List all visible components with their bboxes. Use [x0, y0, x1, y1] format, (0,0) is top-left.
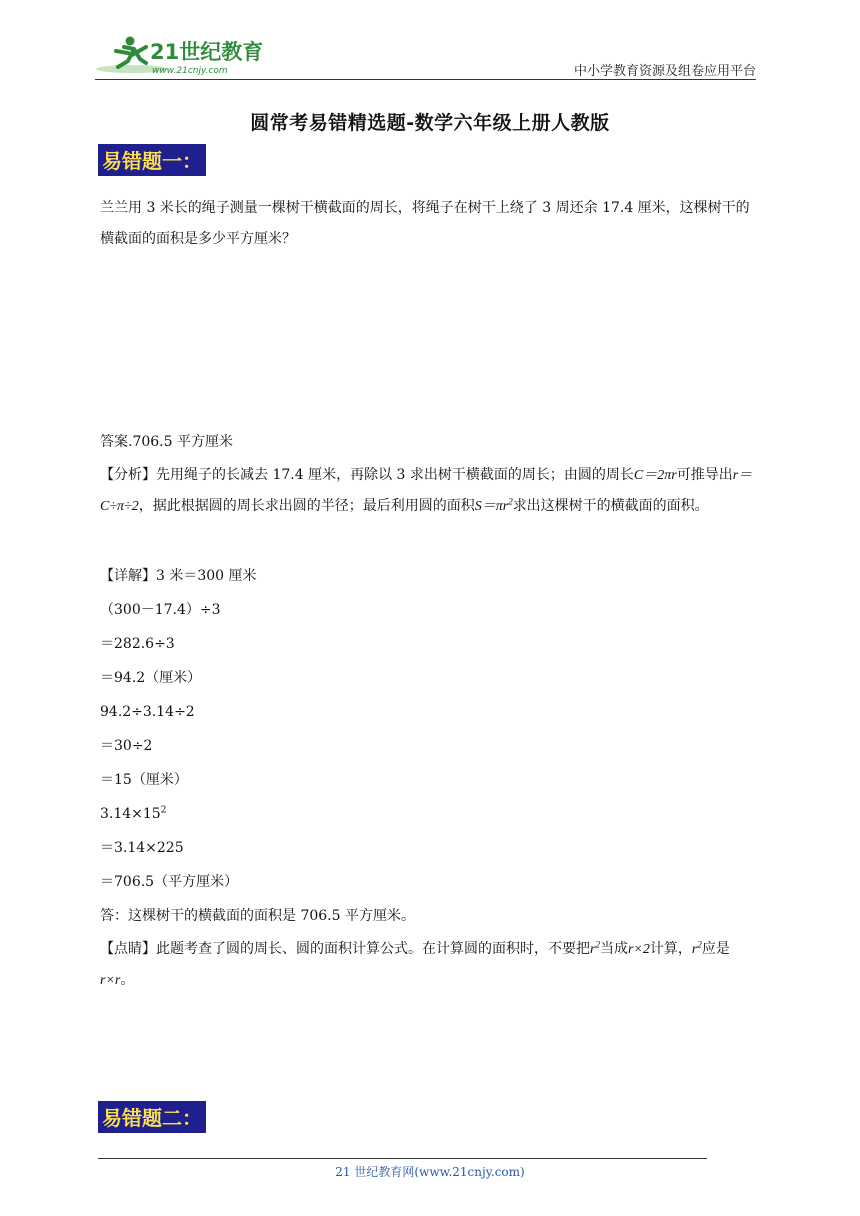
document-title: 圆常考易错精选题-数学六年级上册人教版: [250, 112, 610, 134]
formula-area: $S=\pi r^2$: [474, 496, 513, 514]
question-2-heading: 易错题二：: [98, 1101, 206, 1133]
svg-text:www.21cnjy.com: www.21cnjy.com: [152, 66, 228, 76]
footer-divider: [98, 1158, 707, 1159]
analysis-tag: 【分析】: [100, 467, 156, 483]
comment-tag: 【点睛】: [100, 941, 156, 957]
step-line: 94.2÷3.14÷2: [100, 704, 195, 720]
step-line: ＝94.2（厘米）: [100, 670, 202, 686]
detail-first-line: 【详解】3 米＝300 厘米: [100, 568, 257, 584]
step-line: ＝15（厘米）: [100, 772, 188, 788]
step-line: ＝30÷2: [100, 738, 153, 754]
question-1-heading: 易错题一：: [98, 144, 206, 176]
answer-line: 答案.706.5 平方厘米: [100, 434, 233, 450]
step-line: ＝3.14×225: [100, 840, 184, 856]
step-line: ＝706.5（平方厘米）: [100, 874, 239, 890]
site-logo: [94, 33, 264, 77]
detail-tag: 【详解】: [100, 568, 156, 584]
header-divider: [95, 79, 756, 80]
question-1-text: 兰兰用 3 米长的绳子测量一棵树干横截面的周长，将绳子在树干上绕了 3 周还余 17.4 厘米，这棵树干的横截面的面积是多少平方厘米？: [100, 200, 750, 247]
header-platform-text: 中小学教育资源及组卷应用平台: [573, 64, 756, 79]
final-answer-line: 答：这棵树干的横截面的面积是 706.5 平方厘米。: [100, 908, 415, 924]
formula-circumference: C＝2πr: [633, 468, 677, 483]
step-line: （300－17.4）÷3: [100, 602, 221, 618]
analysis-paragraph: 【分析】先用绳子的长减去 17.4 厘米，再除以 3 求出树干横截面的周长；由圆的周长C＝2πr可推导出r＝C÷π÷2，据此根据圆的周长求出圆的半径；最后利用圆的面积$S=\pi r^2$求出这棵树干的横截面的面积。: [100, 467, 753, 514]
formula-radius: r＝C÷π÷2: [100, 468, 753, 514]
footer-link[interactable]: 21 世纪教育网(www.21cnjy.com): [335, 1165, 525, 1179]
comment-paragraph: 【点睛】此题考查了圆的周长、圆的面积计算公式。在计算圆的面积时，不要把$r^2$当成r×2计算，$r^2$应是r×r。: [100, 939, 730, 988]
runner-icon: [94, 33, 264, 77]
step-line: ＝282.6÷3: [100, 636, 175, 652]
svg-text:21世纪教育: 21世纪教育: [150, 40, 264, 64]
step-line: $3.14\times 15^2$: [100, 805, 167, 822]
